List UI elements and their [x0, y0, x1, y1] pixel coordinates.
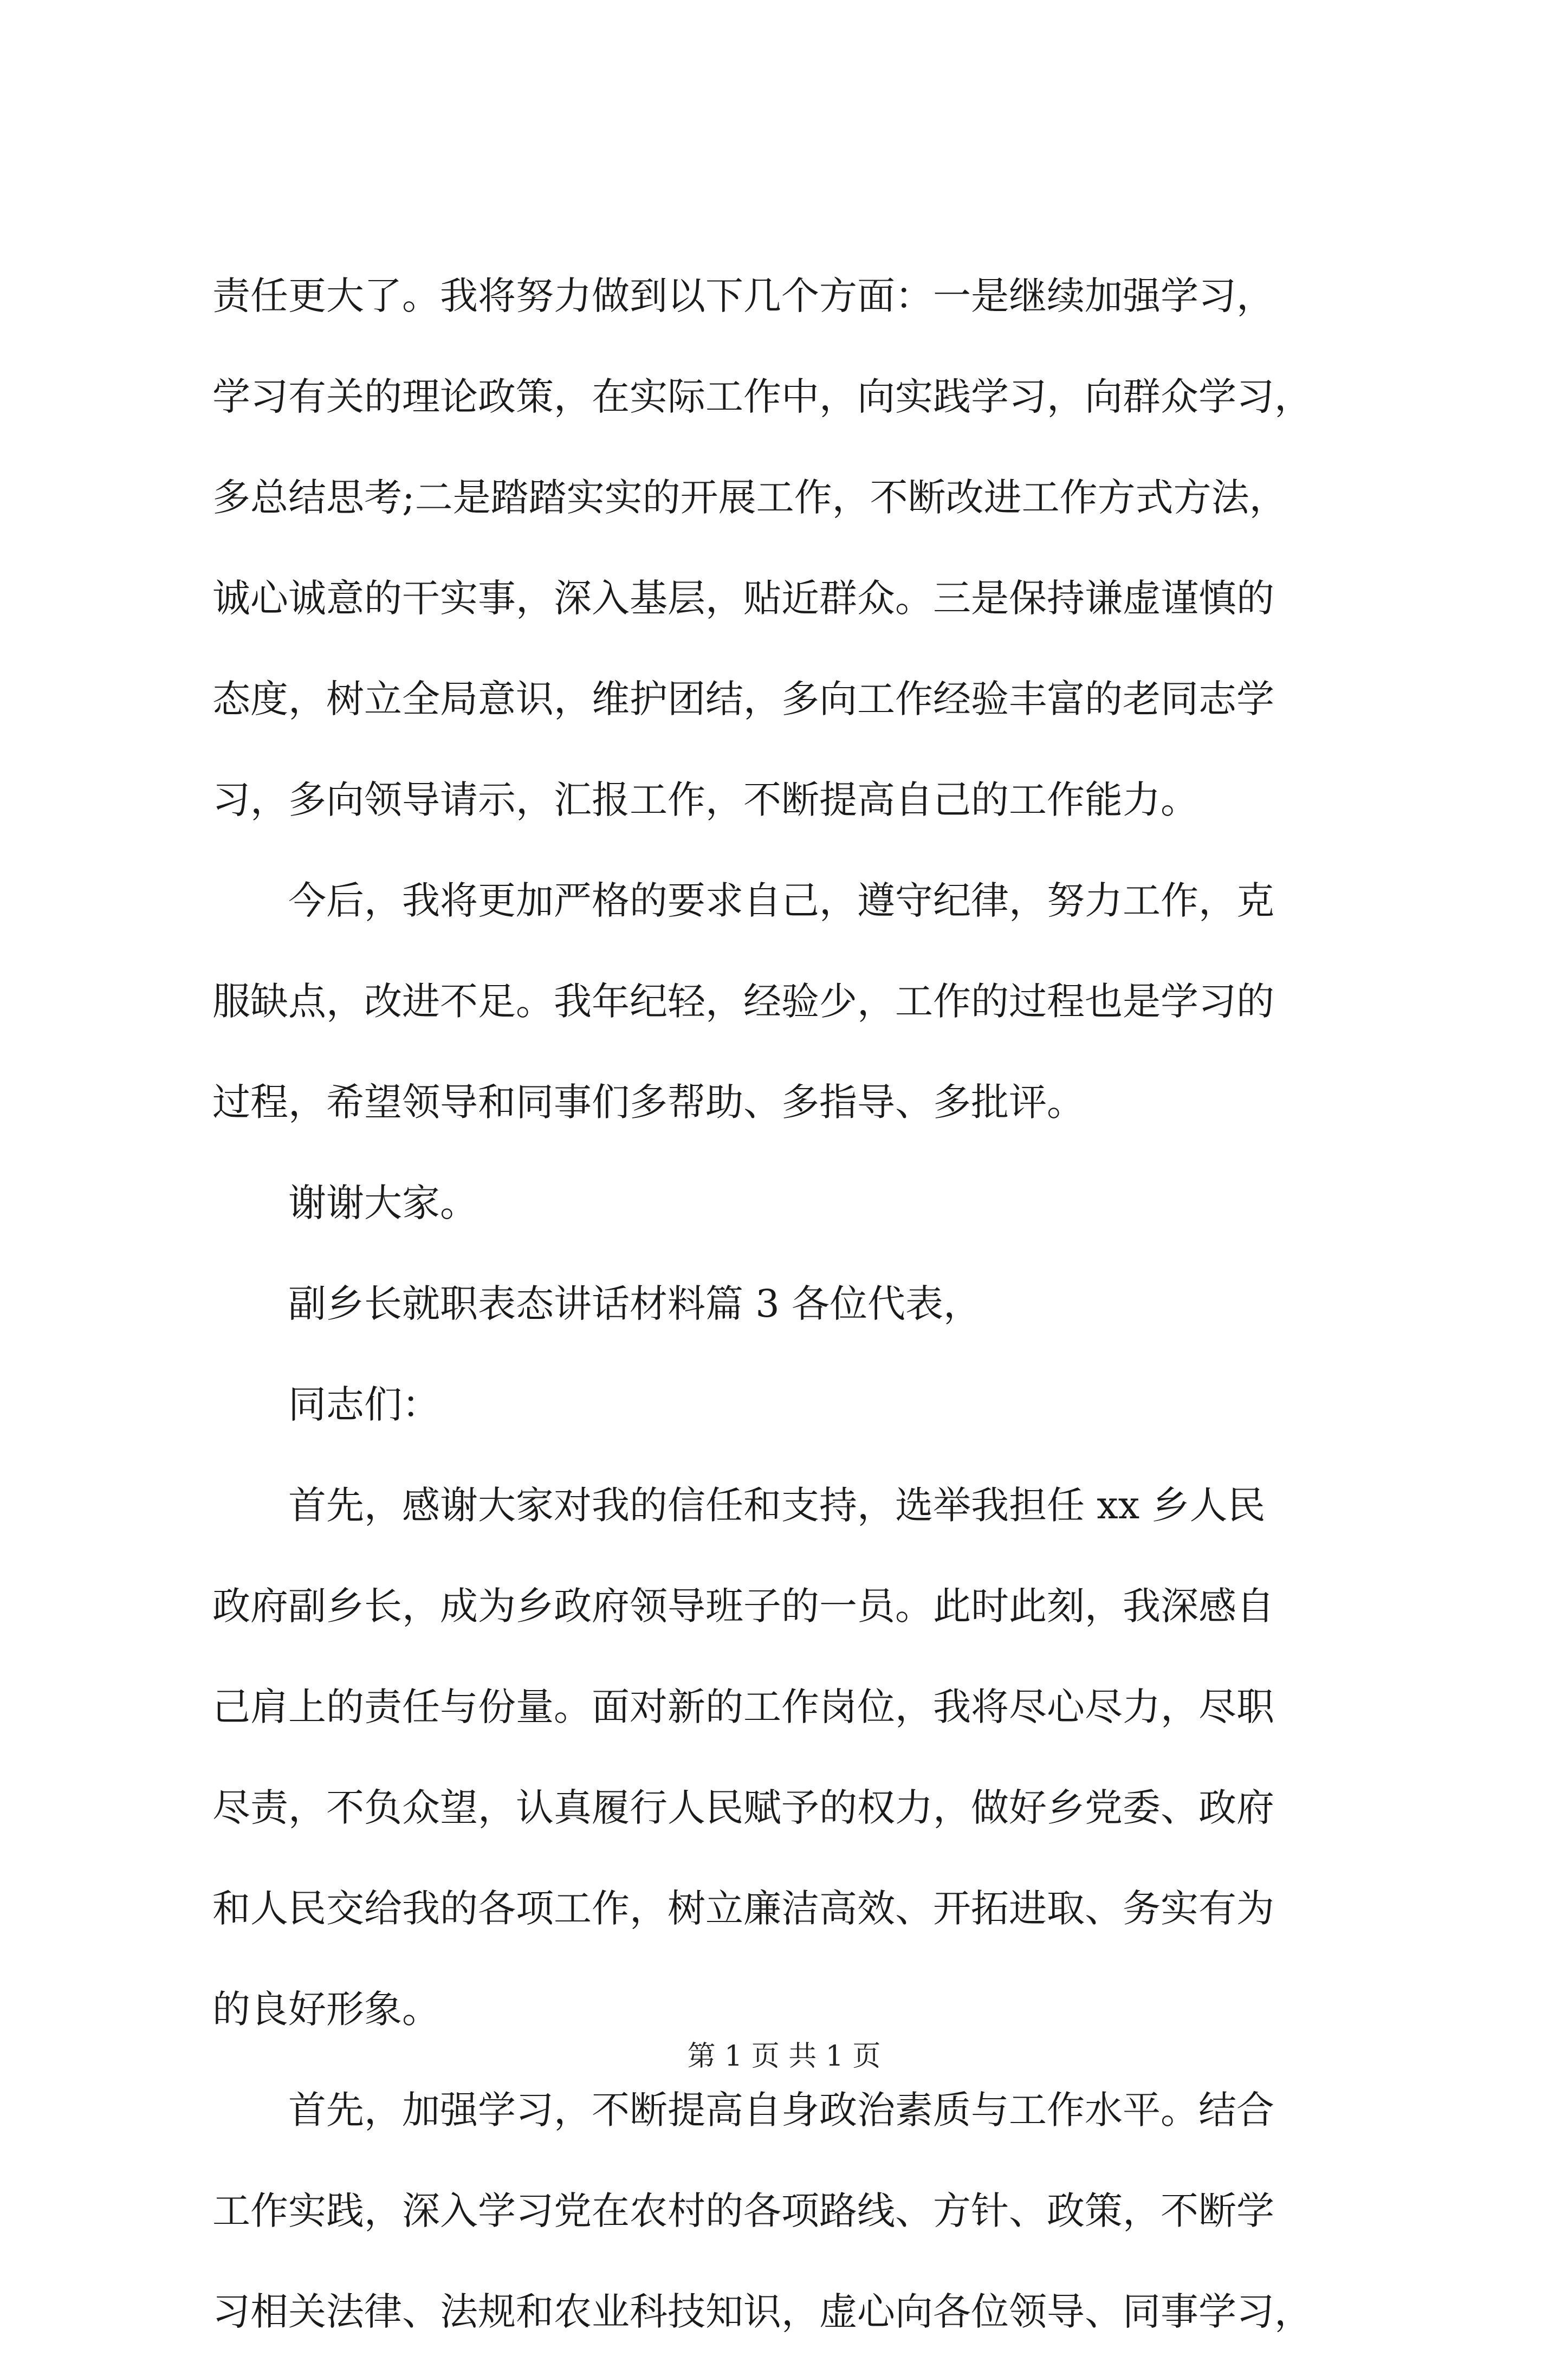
page-number-footer: 第 1 页 共 1 页 — [687, 2040, 881, 2073]
section-heading-line: 副乡长就职表态讲话材料篇 3 各位代表， — [288, 1282, 982, 1326]
text-line: 习，多向领导请示，汇报工作，不断提高自己的工作能力。 — [212, 778, 1198, 822]
text-line: 政府副乡长，成为乡政府领导班子的一员。此时此刻，我深感自 — [212, 1584, 1274, 1628]
text-line: 多总结思考;二是踏踏实实的开展工作，不断改进工作方式方法， — [212, 475, 1287, 520]
text-line: 过程，希望领导和同事们多帮助、多指导、多批评。 — [212, 1080, 1085, 1124]
text-line: 诚心诚意的干实事，深入基层，贴近群众。三是保持谦虚谨慎的 — [212, 576, 1274, 620]
text-line: 尽责，不负众望，认真履行人民赋予的权力，做好乡党委、政府 — [212, 1785, 1274, 1830]
text-line: 的良好形象。 — [212, 1987, 440, 2031]
paragraph-start-line: 首先，感谢大家对我的信任和支持，选举我担任 xx 乡人民 — [288, 1483, 1266, 1528]
text-line: 工作实践，深入学习党在农村的各项路线、方针、政策，不断学 — [212, 2189, 1274, 2233]
text-line: 责任更大了。我将努力做到以下几个方面：一是继续加强学习， — [212, 274, 1274, 318]
text-line: 态度，树立全局意识，维护团结，多向工作经验丰富的老同志学 — [212, 677, 1274, 721]
text-line: 学习有关的理论政策，在实际工作中，向实践学习，向群众学习， — [212, 374, 1312, 419]
paragraph-start-line: 谢谢大家。 — [288, 1181, 478, 1225]
text-line: 和人民交给我的各项工作，树立廉洁高效、开拓进取、务实有为 — [212, 1886, 1274, 1931]
text-line: 服缺点，改进不足。我年纪轻，经验少，工作的过程也是学习的 — [212, 979, 1274, 1024]
text-line: 习相关法律、法规和农业科技知识，虚心向各位领导、同事学习， — [212, 2289, 1312, 2334]
salutation-line: 同志们： — [288, 1382, 440, 1427]
text-line: 己肩上的责任与份量。面对新的工作岗位，我将尽心尽力，尽职 — [212, 1685, 1274, 1729]
paragraph-start-line: 今后，我将更加严格的要求自己，遵守纪律，努力工作，克 — [288, 878, 1274, 923]
paragraph-start-line: 首先，加强学习，不断提高自身政治素质与工作水平。结合 — [288, 2088, 1274, 2132]
